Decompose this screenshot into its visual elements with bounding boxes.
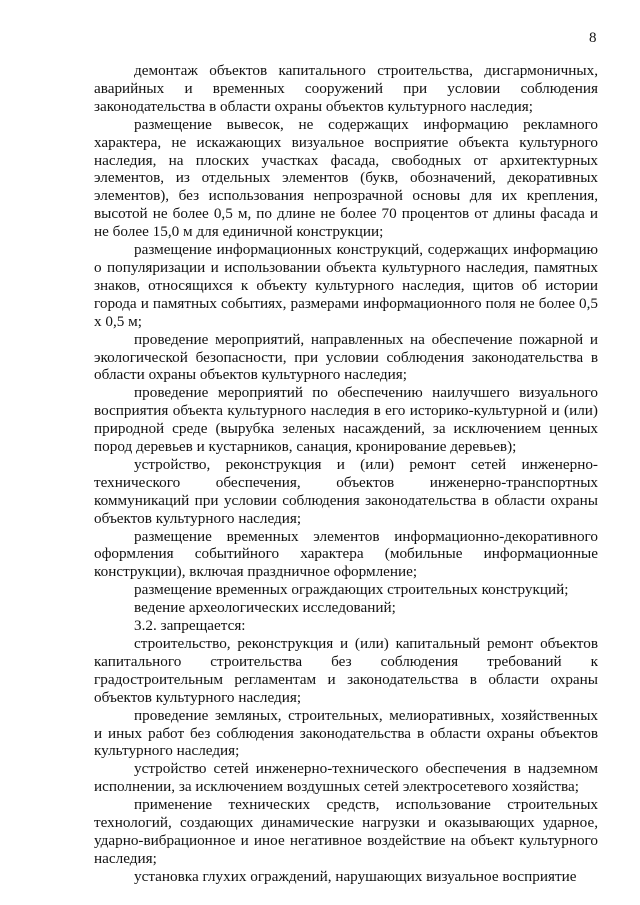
paragraph-temporary-decor: размещение временных элементов информационно-декоративного оформления событийного характера (мобильные информационные конструкции), включая праздничное оформление; <box>94 527 598 581</box>
section-heading-prohibited: 3.2. запрещается: <box>134 617 246 635</box>
paragraph-solid-fences: установка глухих ограждений, нарушающих визуальное восприятие <box>134 867 577 885</box>
paragraph-visual-perception: проведение мероприятий по обеспечению наилучшего визуального восприятия объекта культурного наследия в его историко-культурной и (или) природной среде (вырубка зеленых насаждений, за исключением ценных пород деревьев и кустарников, санация, кронирование деревьев); <box>94 384 598 456</box>
paragraph-construction: строительство, реконструкция и (или) капитальный ремонт объектов капитального строительства без соблюдения требований к градостроительным регламентам и законодательства в области охраны объектов культурного наследия; <box>94 635 598 706</box>
paragraph-demolition: демонтаж объектов капитального строительства, дисгармоничных, аварийных и временных сооружений при условии соблюдения законодательства в области охраны объектов культурного наследия; <box>94 62 598 115</box>
paragraph-info-structures: размещение информационных конструкций, содержащих информацию о популяризации и использовании объекта культурного наследия, памятных знаков, относящихся к объекту культурного наследия, щитов об истории города и памятных событиях, размерами информационного поля не более 0,5 х 0,5 м; <box>94 241 598 330</box>
paragraph-archaeology: ведение археологических исследований; <box>134 599 396 617</box>
paragraph-signboards: размещение вывесок, не содержащих информацию рекламного характера, не искажающих визуальное восприятие объекта культурного наследия, на плоских участках фасада, свободных от архитектурных элементов, из отдельных элементов (букв, обозначений, декоративных элементов), без использования непрозрачной основы для их крепления, высотой не более 0,5 м, по длине не более 70 процентов от длины фасада и не более 15,0 м для единичной конструкции; <box>94 115 598 241</box>
paragraph-overhead-networks: устройство сетей инженерно-технического обеспечения в надземном исполнении, за исключением воздушных сетей электросетевого хозяйства; <box>94 760 598 796</box>
paragraph-fire-safety: проведение мероприятий, направленных на обеспечение пожарной и экологической безопасности, при условии соблюдения законодательства в области охраны объектов культурного наследия; <box>94 330 598 384</box>
paragraph-earthworks: проведение земляных, строительных, мелиоративных, хозяйственных и иных работ без соблюдения законодательства в области охраны объектов культурного наследия; <box>94 706 598 760</box>
paragraph-temporary-fences: размещение временных ограждающих строительных конструкций; <box>134 581 569 599</box>
page-number: 8 <box>589 30 597 46</box>
document-body <box>94 62 598 886</box>
paragraph-engineering-networks: устройство, реконструкция и (или) ремонт сетей инженерно-технического обеспечения, объектов инженерно-транспортных коммуникаций при условии соблюдения законодательства в области охраны объектов культурного наследия; <box>94 455 598 527</box>
paragraph-technical-means: применение технических средств, использование строительных технологий, создающих динамические нагрузки и оказывающих ударное, ударно-вибрационное и иное негативное воздействие на объект культурного наследия; <box>94 796 598 867</box>
